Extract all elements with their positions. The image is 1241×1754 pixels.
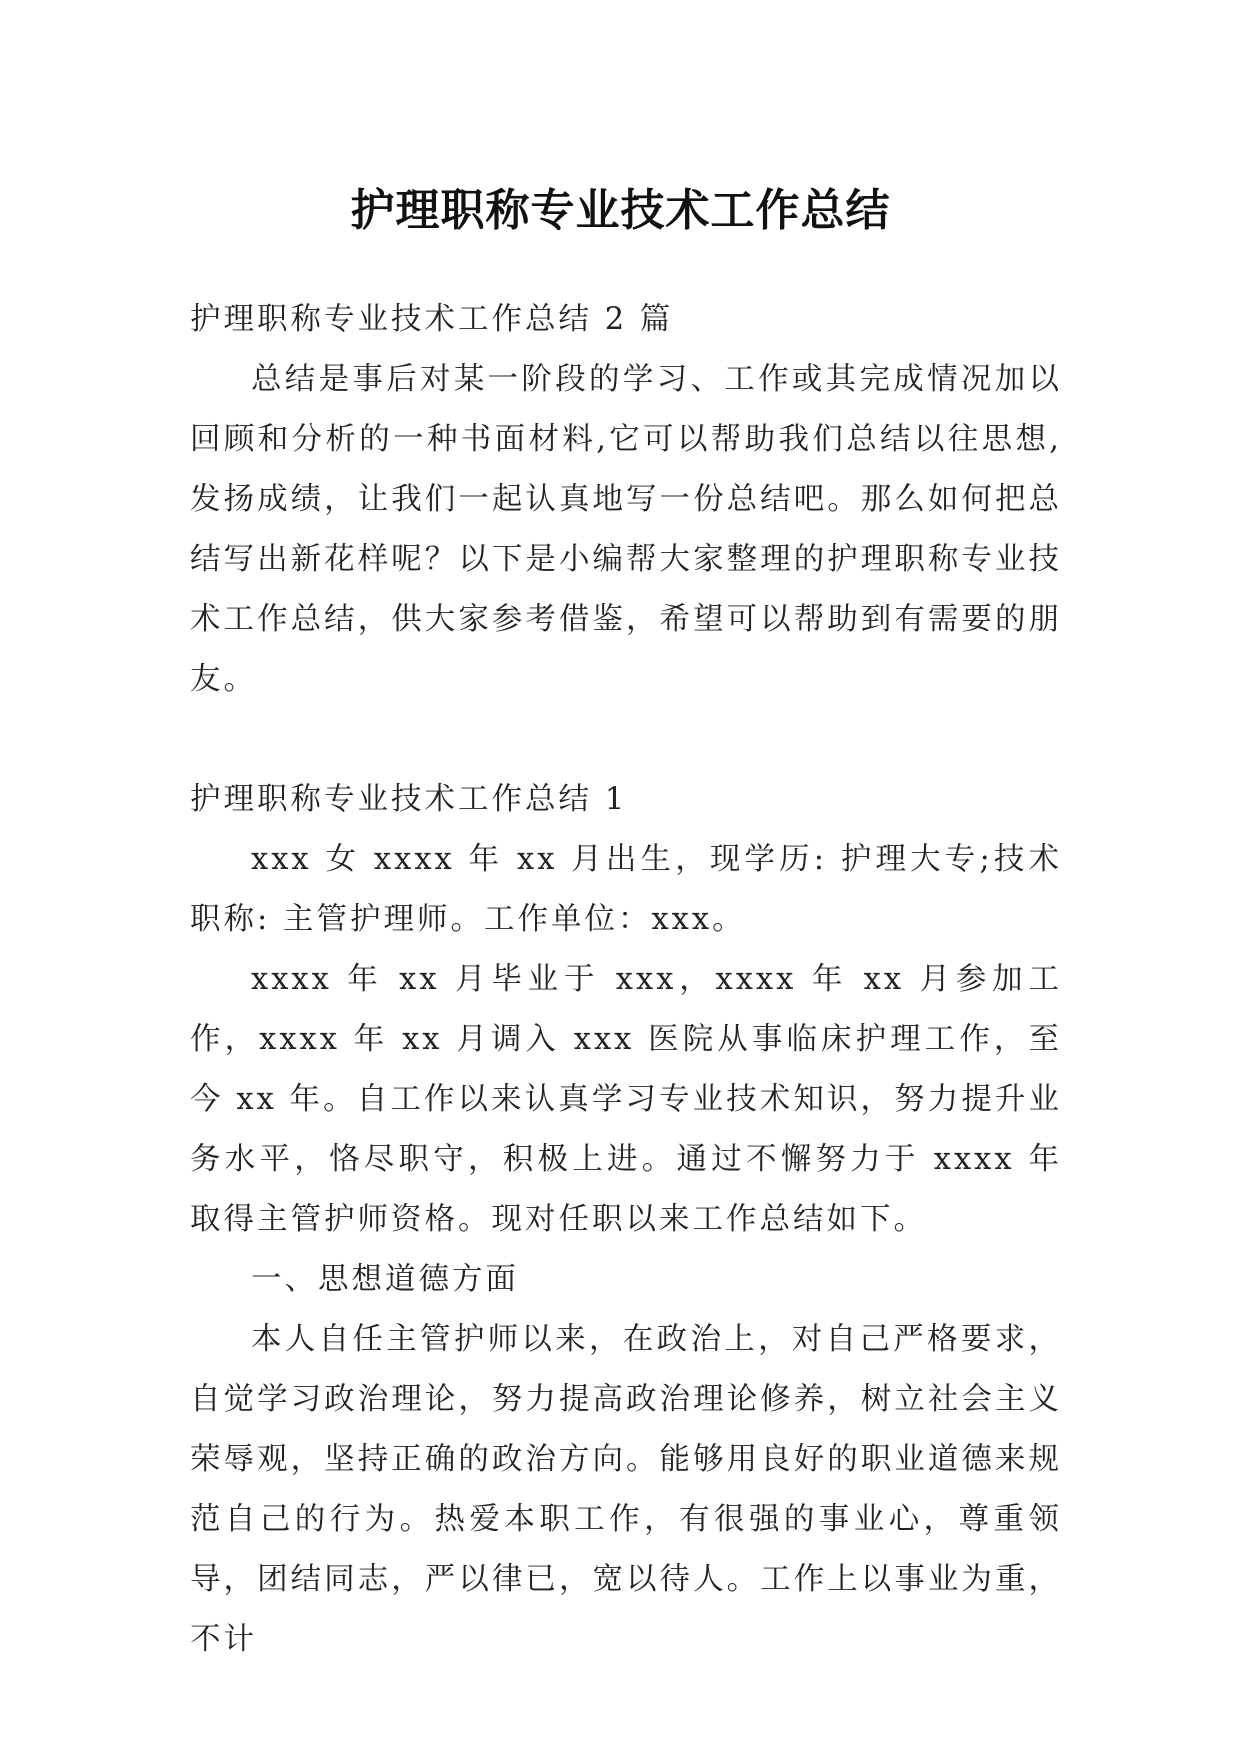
intro-paragraph: 总结是事后对某一阶段的学习、工作或其完成情况加以回顾和分析的一种书面材料,它可以帮助我们总结以往思想,发扬成绩，让我们一起认真地写一份总结吧。那么如何把总结写出新花样呢？以下是小编帮大家整理的护理职称专业技术工作总结，供大家参考借鉴，希望可以帮助到有需要的朋友。 (190, 362, 1062, 697)
body-paragraph: 本人自任主管护师以来，在政治上，对自己严格要求，自觉学习政治理论，努力提高政治理论修养，树立社会主义荣辱观，坚持正确的政治方向。能够用良好的职业道德来规范自己的行为。热爱本职工作，有很强的事业心，尊重领导，团结同志，严以律已，宽以待人。工作上以事业为重，不计 (190, 1322, 1062, 1657)
document-subtitle: 护理职称专业技术工作总结 2 篇 (190, 302, 674, 337)
body-paragraph: xxx 女 xxxx 年 xx 月出生，现学历: 护理大专;技术职称: 主管护理师。工作单位：xxx。 (190, 842, 1062, 937)
body-paragraph: xxxx 年 xx 月毕业于 xxx，xxxx 年 xx 月参加工作，xxxx 年 xx 月调入 xxx 医院从事临床护理工作，至今 xx 年。自工作以来认真学习专业技术知识，努力提升业务水平，恪尽职守，积极上进。通过不懈努力于 xxxx 年取得主管护师资格。现对任职以来工作总结如下。 (190, 962, 1062, 1237)
document-body (190, 290, 1062, 1670)
section-heading: 护理职称专业技术工作总结 1 (190, 782, 628, 817)
subsection-heading: 一、思想道德方面 (251, 1262, 519, 1297)
document-title: 护理职称专业技术工作总结 (350, 185, 891, 237)
